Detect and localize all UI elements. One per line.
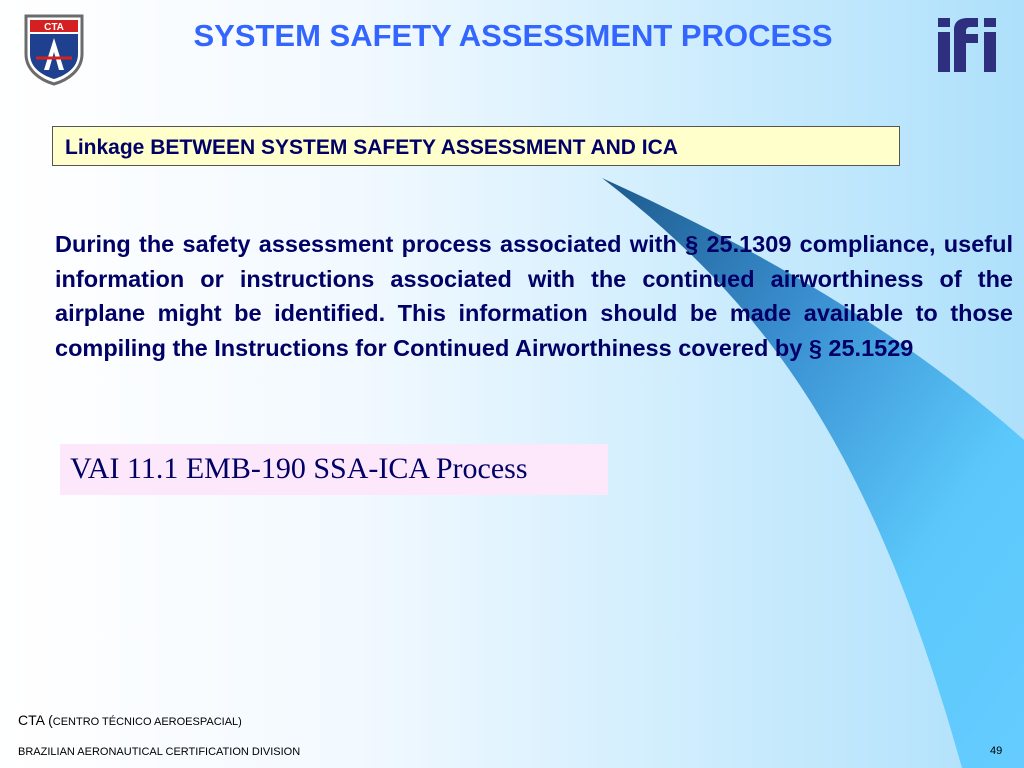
- body-paragraph: During the safety assessment process associated with § 25.1309 compliance, useful information or instructions associated with the continued airworthiness of the airplane might be identified. This information should be made available to those compiling the Instructions for Continued Airworthiness covered by § 25.1529: [55, 231, 1013, 361]
- subtitle-text: Linkage BETWEEN SYSTEM SAFETY ASSESSMENT AND ICA: [65, 136, 678, 159]
- slide-title: SYSTEM SAFETY ASSESSMENT PROCESS: [193, 18, 833, 53]
- vai-process-link[interactable]: [60, 444, 608, 495]
- cta-logo: [22, 14, 86, 86]
- svg-text:CTA: CTA: [44, 22, 64, 33]
- footer-organization: [18, 712, 242, 730]
- vai-process-label: VAI 11.1 EMB-190 SSA-ICA Process: [70, 452, 528, 485]
- ifi-logo: [936, 16, 1002, 74]
- subtitle-box: [52, 126, 900, 166]
- footer-org-prefix: CTA (: [18, 712, 53, 728]
- page-number: 49: [990, 745, 1003, 757]
- footer-org-name: CENTRO TÉCNICO AEROESPACIAL): [52, 716, 242, 728]
- footer-division: BRAZILIAN AERONAUTICAL CERTIFICATION DIVISION: [18, 746, 301, 758]
